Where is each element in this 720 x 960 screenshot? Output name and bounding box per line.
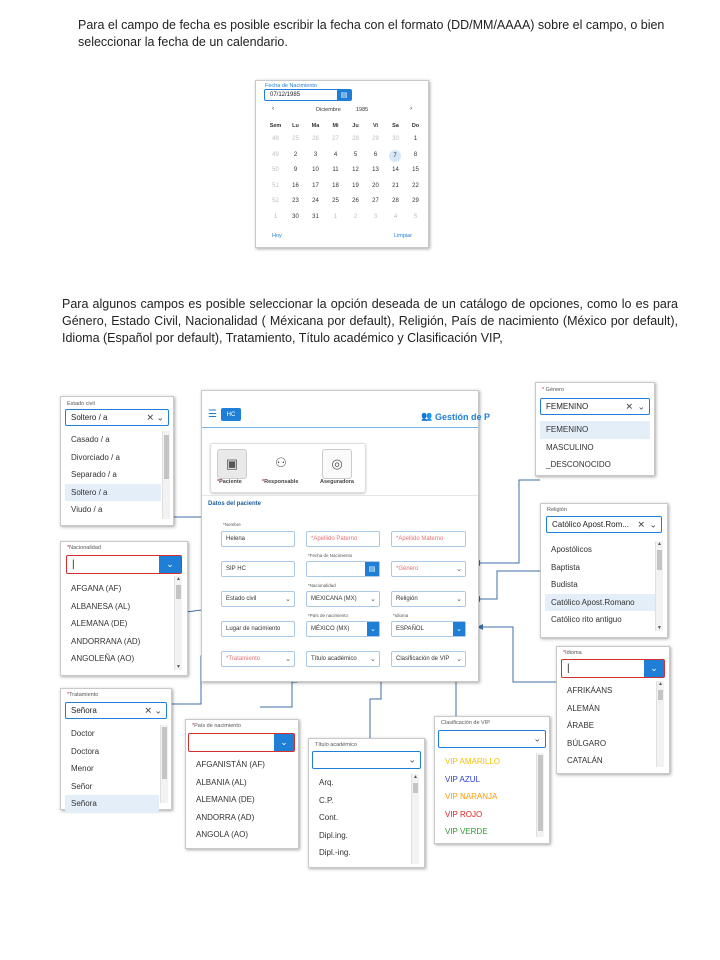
chevron-down-icon[interactable]: ⌄ <box>456 656 462 663</box>
titulo-select[interactable] <box>306 651 380 667</box>
calendar-month[interactable]: Diciembre <box>316 107 341 113</box>
vip-dropdown <box>434 716 550 844</box>
pais-value: MÉXICO (MX) <box>311 626 350 632</box>
calendar-week-number: 50 <box>272 167 279 173</box>
calendar-day[interactable]: 27 <box>332 136 339 142</box>
scrollbar[interactable]: ▲ ▼ <box>174 576 182 670</box>
tratamiento-dd-value: Señora <box>71 706 97 715</box>
calendar-clear-button[interactable]: Limpiar <box>394 233 413 239</box>
hamburger-icon[interactable]: ☰ <box>208 409 217 420</box>
chevron-down-icon[interactable]: ⌄ <box>159 556 181 573</box>
titulo-ph: Título académico <box>311 656 357 662</box>
list-item[interactable]: Viudo / a <box>71 505 103 514</box>
list-item[interactable]: C.P. <box>319 795 334 805</box>
calendar-day[interactable]: 24 <box>312 198 319 204</box>
calendar-day[interactable]: 25 <box>332 198 339 204</box>
clear-icon[interactable]: ✕ <box>144 705 152 715</box>
list-item[interactable]: ANGOLA (AO) <box>196 830 249 839</box>
titulo-options <box>313 774 411 862</box>
calendar-day[interactable]: 17 <box>312 182 319 189</box>
tab-responsable-icon[interactable]: ⚇ <box>275 455 287 470</box>
chevron-down-icon[interactable]: ⌄ <box>274 734 294 751</box>
sip-ph: SIP HC <box>226 566 246 572</box>
calendar-day[interactable]: 13 <box>372 167 379 173</box>
list-item[interactable]: Menor <box>71 764 94 773</box>
pais-select[interactable] <box>306 621 380 637</box>
chevron-down-icon[interactable]: ⌄ <box>285 656 291 663</box>
list-item[interactable]: CATALÁN <box>567 756 603 765</box>
list-item[interactable]: Dipl.-ing. <box>319 848 351 857</box>
pais-label-text: País de nacimiento <box>309 613 349 618</box>
clear-icon[interactable]: ✕ <box>146 412 154 422</box>
list-item[interactable]: Apostólicos <box>551 545 592 554</box>
list-item[interactable]: AFGANISTÁN (AF) <box>196 760 265 769</box>
religion-options <box>545 541 655 629</box>
vip-ph: Clasificación de VIP <box>396 656 450 662</box>
idioma-dd-label: *Idioma <box>563 650 582 656</box>
date-input-value: 07/12/1985 <box>270 92 301 98</box>
estado-civil-select[interactable] <box>221 591 295 607</box>
list-item[interactable]: ALEMANIA (DE) <box>196 795 255 804</box>
chevron-down-icon[interactable]: ⌄ <box>456 596 462 603</box>
list-item[interactable]: AFRIKÁANS <box>567 686 613 695</box>
vip-dd-label: Clasificación de VIP <box>441 720 490 726</box>
genero-dd-value: FEMENINO <box>546 402 589 411</box>
list-item[interactable]: Divorciado / a <box>71 452 120 462</box>
calendar-day[interactable]: 22 <box>412 182 419 189</box>
divider <box>202 495 478 496</box>
idioma-label: *Idioma <box>393 613 409 618</box>
idioma-label-text: Idioma <box>394 613 409 618</box>
list-item[interactable]: Baptista <box>551 562 580 572</box>
calendar-weekday-header: Ma <box>311 123 320 129</box>
calendar-day[interactable]: 10 <box>312 167 319 173</box>
calendar-day[interactable]: 16 <box>292 182 299 189</box>
list-item[interactable]: Budista <box>551 580 578 589</box>
sip-input[interactable] <box>221 561 295 577</box>
calendar-weekday-header: Vi <box>372 123 379 129</box>
vip-dd-input[interactable] <box>438 730 546 748</box>
list-item[interactable]: Separado / a <box>71 470 117 479</box>
calendar-week-number: 48 <box>272 136 279 142</box>
calendar-weekday-header: Sem <box>269 123 282 129</box>
pais-label: *País de nacimiento <box>308 613 349 618</box>
chevron-down-icon[interactable]: ⌄ <box>156 412 164 422</box>
fecha-label: *Fecha de Nacimiento <box>308 553 353 558</box>
list-item[interactable]: VIP VERDE <box>445 827 488 836</box>
calendar-day[interactable]: 15 <box>412 167 419 173</box>
religion-dd-value: Católico Apost.Rom... <box>552 520 629 529</box>
list-item[interactable]: VIP AMARILLO <box>445 757 500 766</box>
date-field-label: Fecha de Nacimiento <box>265 83 317 89</box>
calendar-week-number: 51 <box>272 182 279 189</box>
chevron-down-icon[interactable]: ⌄ <box>367 622 379 636</box>
list-item[interactable]: Cont. <box>319 813 339 822</box>
calendar-day[interactable]: 30 <box>392 136 399 142</box>
calendar-weekday-header: Mi <box>332 123 339 129</box>
calendar-icon[interactable]: ▤ <box>337 90 351 100</box>
genero-dd-label: * Género <box>542 387 565 393</box>
calendar-day[interactable]: 9 <box>293 167 298 173</box>
header-title: Gestión de P <box>435 412 491 422</box>
list-item[interactable]: ÁRABE <box>567 721 595 730</box>
calendar-day[interactable]: 3 <box>373 213 378 220</box>
clear-icon[interactable]: ✕ <box>637 519 645 529</box>
nombre-input[interactable] <box>221 531 295 547</box>
list-item[interactable]: ALEMANA (DE) <box>71 619 128 628</box>
list-item[interactable]: VIP ROJO <box>445 809 483 819</box>
chevron-down-icon[interactable]: ⌄ <box>649 519 657 529</box>
nombre-value: Helena <box>226 536 246 542</box>
fecha-input[interactable] <box>306 561 380 577</box>
chevron-down-icon[interactable]: ⌄ <box>370 596 376 603</box>
chevron-down-icon[interactable]: ⌄ <box>456 566 462 573</box>
calendar-next[interactable]: › <box>410 105 413 112</box>
titulo-dd-label: Título académico <box>315 742 357 748</box>
estado-civil-options <box>65 431 161 519</box>
genero-dd-label-text: Género <box>545 387 565 393</box>
idioma-dd-label-text: Idioma <box>565 650 582 656</box>
scrollbar[interactable] <box>160 725 168 803</box>
tratamiento-dd-label-text: Tratamiento <box>69 692 99 698</box>
list-item[interactable]: VIP NARANJA <box>445 792 498 801</box>
calendar-weekday-header: Lu <box>292 123 299 129</box>
calendar-day[interactable]: 27 <box>372 198 379 204</box>
list-item[interactable]: BÚLGARO <box>567 738 607 748</box>
calendar-day[interactable]: 18 <box>332 182 339 189</box>
calendar-year[interactable]: 1985 <box>356 107 369 113</box>
estado-civil-dd-value: Soltero / a <box>71 413 108 422</box>
header-users-icon: 👥 <box>421 411 433 421</box>
calendar-weekday-header: Sa <box>392 123 399 129</box>
calendar-day[interactable]: 3 <box>313 151 318 158</box>
tab-responsable[interactable]: *Responsable <box>262 479 299 485</box>
tratamiento-ph: Tratamiento <box>228 656 261 662</box>
apellido-materno-input[interactable]: * Apellido Materno <box>391 531 466 547</box>
nacionalidad-dd-label: *Nacionalidad <box>67 545 101 551</box>
calendar-day[interactable]: 4 <box>393 213 398 220</box>
apellido-paterno-ph: Apellido Paterno <box>313 536 358 542</box>
calendar-day[interactable]: 1 <box>413 136 418 142</box>
nacionalidad-value: MEXICANA (MX) <box>311 596 357 602</box>
tratamiento-select[interactable]: * Tratamiento ⌄ <box>221 651 295 667</box>
calendar-day[interactable]: 31 <box>312 213 319 220</box>
idioma-options <box>561 682 657 770</box>
chevron-down-icon[interactable]: ⌄ <box>370 656 376 663</box>
list-item[interactable]: Casado / a <box>71 435 110 444</box>
calendar-today-button[interactable]: Hoy <box>272 233 282 239</box>
calendar-day[interactable]: 4 <box>333 151 338 158</box>
titulo-dropdown <box>308 738 425 868</box>
calendar-day[interactable]: 2 <box>293 151 298 158</box>
chevron-down-icon[interactable]: ⌄ <box>408 754 416 765</box>
estado-civil-dd-label: Estado civil <box>67 401 95 407</box>
genero-dd-input[interactable] <box>540 398 650 415</box>
list-item[interactable]: AFGANA (AF) <box>71 584 122 593</box>
tab-aseguradora-icon[interactable]: ◎ <box>322 449 352 479</box>
vip-select[interactable] <box>391 651 466 667</box>
tratamiento-options <box>65 725 159 813</box>
calendar-day[interactable]: 23 <box>292 198 299 204</box>
genero-options <box>540 421 650 474</box>
calendar-day[interactable]: 29 <box>412 198 419 204</box>
intro-catalog-text: Para algunos campos es posible seleccionar la opción deseada de un catálogo de opciones, como lo es para Género, Estado Civil, Nacionalidad ( Méxicana por default), Religión, País de nacimiento (México por default), Idioma (Español por default), Tratamiento, Título académico y Clasificación VIP, <box>62 297 678 345</box>
chevron-down-icon[interactable]: ⌄ <box>644 660 664 677</box>
chevron-down-icon[interactable]: ⌄ <box>533 733 541 744</box>
section-title: Datos del paciente <box>208 501 262 507</box>
list-item[interactable]: ALEMÁN <box>567 703 600 713</box>
nombre-label-text: Nombre <box>224 522 241 527</box>
calendar-screenshot <box>255 80 429 248</box>
calendar-week-number: 49 <box>272 151 279 158</box>
nombre-label: *Nombre <box>223 522 241 527</box>
pais-dropdown <box>185 719 299 849</box>
religion-dd-input[interactable] <box>546 516 662 533</box>
calendar-day[interactable]: 2 <box>353 213 358 220</box>
calendar-week-number: 52 <box>272 198 279 204</box>
nacionalidad-select[interactable] <box>306 591 380 607</box>
calendar-day[interactable]: 26 <box>312 136 319 142</box>
tab-paciente[interactable]: *Paciente <box>217 479 242 485</box>
calendar-day[interactable]: 19 <box>352 182 359 189</box>
tratamiento-dd-label: *Tratamiento <box>67 692 99 698</box>
chevron-down-icon[interactable]: ⌄ <box>637 401 645 411</box>
scrollbar[interactable] <box>162 431 170 519</box>
tratamiento-dropdown <box>60 688 172 810</box>
list-item[interactable]: Doctor <box>71 729 95 738</box>
list-item[interactable]: ALBANIA (AL) <box>196 777 247 787</box>
patient-form-screenshot <box>201 390 491 682</box>
calendar-day[interactable]: 30 <box>292 213 299 220</box>
nacionalidad-label: *Nacionalidad <box>308 583 336 588</box>
idioma-dd-input[interactable]: | ⌄ <box>561 659 665 678</box>
lugar-nacimiento-ph: Lugar de nacimiento <box>226 626 281 632</box>
list-item[interactable]: Dipl.ing. <box>319 830 348 840</box>
list-item[interactable]: Soltero / a <box>65 484 161 502</box>
list-item[interactable]: Señor <box>71 781 93 791</box>
calendar-day[interactable]: 5 <box>353 151 358 158</box>
pais-dd-input[interactable] <box>188 733 295 752</box>
calendar-day[interactable]: 11 <box>332 167 339 173</box>
genero-dropdown <box>535 382 655 476</box>
tab-aseguradora[interactable]: Aseguradora <box>320 479 354 485</box>
list-item[interactable]: VIP AZUL <box>445 774 480 784</box>
estado-civil-dropdown <box>60 396 174 526</box>
calendar-week-number: 1 <box>273 213 278 220</box>
calendar-day[interactable]: 8 <box>413 151 418 158</box>
fecha-label-text: Fecha de Nacimiento <box>309 553 353 558</box>
calendar-day[interactable]: 1 <box>333 213 338 220</box>
religion-dropdown <box>540 503 668 638</box>
date-input[interactable] <box>264 89 352 101</box>
list-item[interactable]: MASCULINO <box>546 442 594 452</box>
idioma-select[interactable] <box>391 621 466 637</box>
lugar-nacimiento-input[interactable] <box>221 621 295 637</box>
calendar-icon[interactable]: ▤ <box>365 562 379 576</box>
scrollbar[interactable]: ▲ <box>656 681 664 767</box>
calendar-day[interactable]: 20 <box>372 182 379 189</box>
calendar-day[interactable]: 5 <box>413 213 418 220</box>
pais-options <box>190 756 288 844</box>
idioma-dropdown <box>556 646 670 774</box>
scrollbar[interactable]: ▲ <box>411 774 419 864</box>
tab-paciente-icon[interactable]: ▣ <box>217 449 247 479</box>
religion-select[interactable] <box>391 591 466 607</box>
list-item[interactable]: ALBANESA (AL) <box>71 601 131 611</box>
calendar-prev[interactable]: ‹ <box>272 105 275 112</box>
calendar-day[interactable]: 21 <box>392 182 399 189</box>
estado-civil-dd-input[interactable] <box>65 409 169 426</box>
intro-date-text: Para el campo de fecha es posible escribir la fecha con el formato (DD/MM/AAAA) sobre el campo, o bien seleccionar la fecha de un calendario. <box>78 18 665 49</box>
religion-ph: Religión <box>396 596 418 602</box>
list-item[interactable]: Señora <box>65 795 159 813</box>
scrollbar[interactable]: ▲ ▼ <box>655 541 663 631</box>
calendar-day[interactable]: 28 <box>352 136 359 142</box>
nacionalidad-dd-input[interactable]: | ⌄ <box>66 555 182 574</box>
list-item[interactable]: _DESCONOCIDO <box>546 460 611 469</box>
list-item[interactable]: ANGOLEÑA (AO) <box>71 654 135 663</box>
tab-responsable-label: Responsable <box>264 479 299 485</box>
calendar-day[interactable]: 25 <box>292 136 299 142</box>
list-item[interactable]: ANDORRANA (AD) <box>71 636 141 646</box>
list-item[interactable]: Doctora <box>71 746 100 756</box>
chevron-down-icon[interactable]: ⌄ <box>154 705 162 715</box>
apellido-paterno-input[interactable]: * Apellido Paterno <box>306 531 380 547</box>
titulo-dd-input[interactable] <box>312 751 421 769</box>
calendar-day[interactable]: 7 <box>389 150 401 162</box>
nacionalidad-label-text: Nacionalidad <box>309 583 336 588</box>
calendar-day[interactable]: 14 <box>392 167 399 173</box>
nacionalidad-options <box>65 580 175 668</box>
clear-icon[interactable]: ✕ <box>625 401 633 411</box>
calendar-day[interactable]: 6 <box>373 151 378 158</box>
estado-civil-ph: Estado civil <box>226 596 257 602</box>
pais-dd-label-text: País de nacimiento <box>194 723 241 729</box>
nacionalidad-dropdown <box>60 541 188 676</box>
scrollbar[interactable] <box>536 753 544 837</box>
list-item[interactable]: Católico Apost.Romano <box>545 594 655 612</box>
calendar-day[interactable]: 29 <box>372 136 379 142</box>
list-item[interactable]: ANDORRA (AD) <box>196 812 255 822</box>
calendar-weekday-header: Ju <box>352 123 359 129</box>
chevron-down-icon[interactable]: ⌄ <box>285 596 291 603</box>
apellido-materno-ph: Apellido Materno <box>398 536 444 542</box>
tratamiento-dd-input[interactable] <box>65 702 167 719</box>
genero-select[interactable]: * Género ⌄ <box>391 561 466 577</box>
tab-paciente-label: Paciente <box>219 479 242 485</box>
chevron-down-icon[interactable]: ⌄ <box>453 622 465 636</box>
app-logo: HC <box>221 408 241 421</box>
calendar-weekday-header: Do <box>411 123 420 129</box>
calendar-day[interactable]: 12 <box>352 167 359 173</box>
list-item[interactable]: Católico rito antiguo <box>551 615 622 624</box>
calendar-day[interactable]: 28 <box>392 198 399 204</box>
list-item[interactable]: FEMENINO <box>540 421 650 439</box>
list-item[interactable]: Arq. <box>319 778 334 787</box>
vip-options <box>439 753 535 841</box>
pais-dd-label: *País de nacimiento <box>192 723 241 729</box>
calendar-day[interactable]: 26 <box>352 198 359 204</box>
genero-ph: Género <box>398 566 419 572</box>
nacionalidad-dd-label-text: Nacionalidad <box>69 545 101 551</box>
idioma-value: ESPAÑOL <box>396 626 424 632</box>
app-header <box>202 391 478 428</box>
religion-dd-label: Religión <box>547 507 567 513</box>
